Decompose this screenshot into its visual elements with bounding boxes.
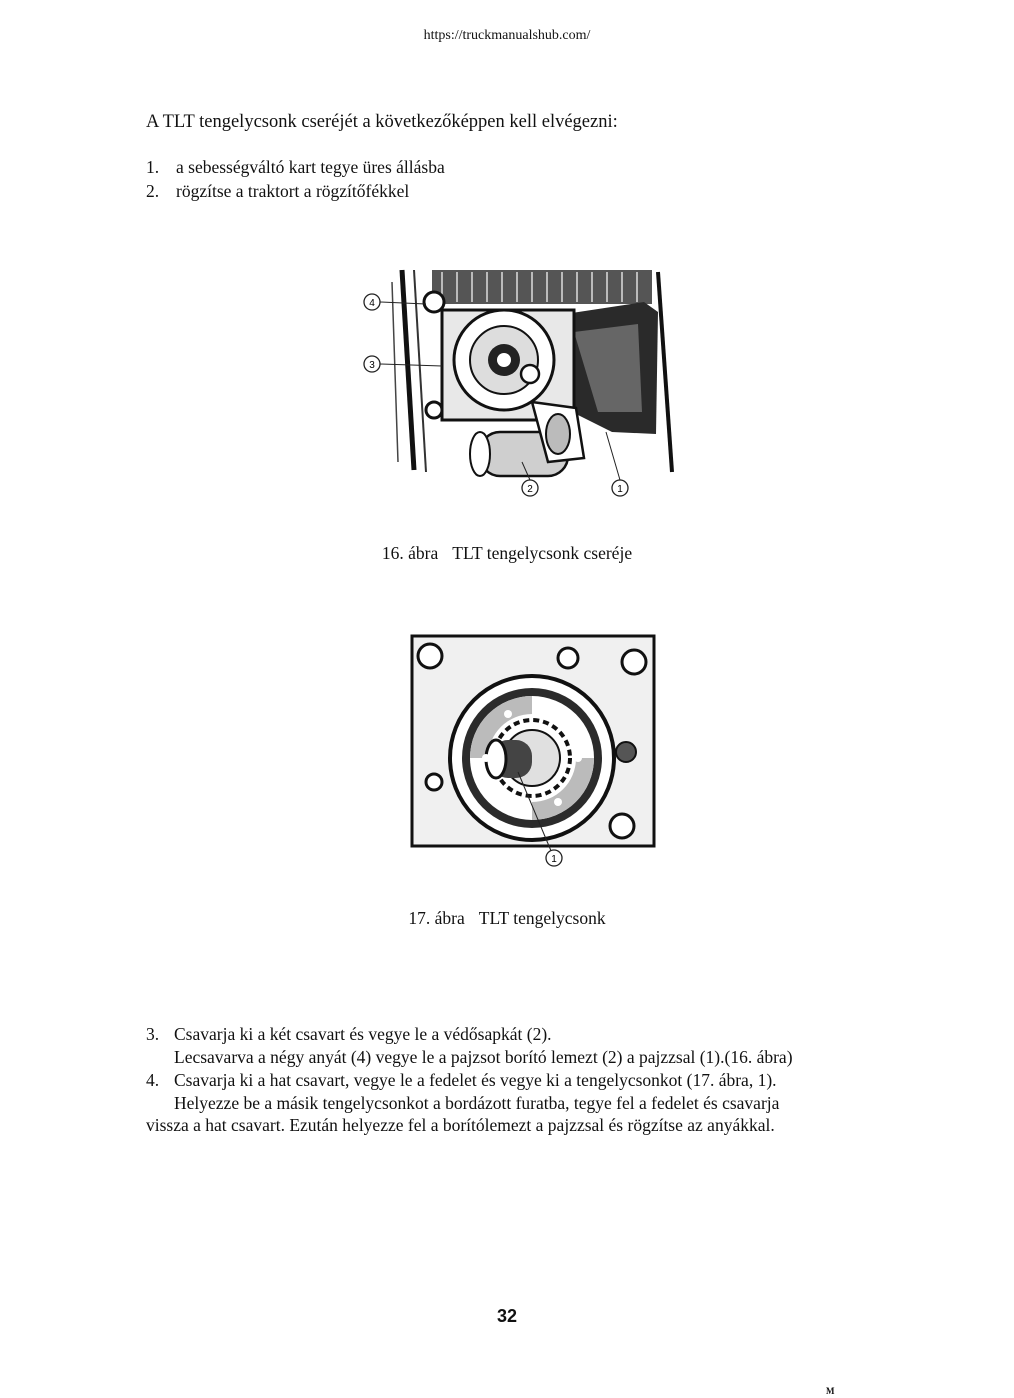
callout-4: 4 [369,298,375,309]
step-item [146,181,409,202]
figure-number: 16. ábra [381,543,439,563]
step-text: a sebességváltó kart tegye üres állásba [176,157,445,177]
step-text: Csavarja ki a két csavart és vegye le a védősapkát (2). [174,1024,552,1044]
step-number: 3. [146,1024,160,1044]
page-number: 32 [496,1306,518,1326]
step-number: 1. [146,157,160,177]
step-number: 4. [146,1070,160,1090]
step-item [146,1023,552,1046]
step-item [146,157,445,178]
figure-16-caption [0,543,1014,564]
step-text: Lecsavarva a négy anyát (4) vegye le a pajzsot borító lemezt (2) a pajzzsal (1).(16. ábra) [174,1047,793,1067]
figure-16-illustration [362,262,678,498]
step-text: rögzítse a traktort a rögzítőfékkel [176,181,410,201]
step-text: Helyezze be a másik tengelycsonkot a bordázott furatba, tegye fel a fedelet és csavarja [174,1093,780,1113]
intro-text: A TLT tengelycsonk cseréjét a következőképpen kell elvégezni: [146,112,618,132]
source-url: https://truckmanualshub.com/ [423,28,591,43]
figure-17-caption [0,908,1014,929]
callout-1: 1 [551,854,557,865]
step-item [146,1069,777,1092]
step-text: Csavarja ki a hat csavart, vegye le a fedelet és vegye ki a tengelycsonkot (17. ábra, 1). [174,1070,777,1090]
figure-17-illustration [408,632,658,872]
callout-2: 2 [527,484,533,495]
figure-title: TLT tengelycsonk [478,908,606,928]
step-text: vissza a hat csavart. Ezután helyezze fel a borítólemezt a pajzzsal és rögzítse az anyákkal. [146,1115,775,1135]
step-number: 2. [146,181,160,201]
figure-number: 17. ábra [408,908,465,928]
corner-mark: M [826,1386,835,1396]
callout-3: 3 [369,360,375,371]
callout-1: 1 [617,484,623,495]
figure-title: TLT tengelycsonk cseréje [452,543,633,563]
